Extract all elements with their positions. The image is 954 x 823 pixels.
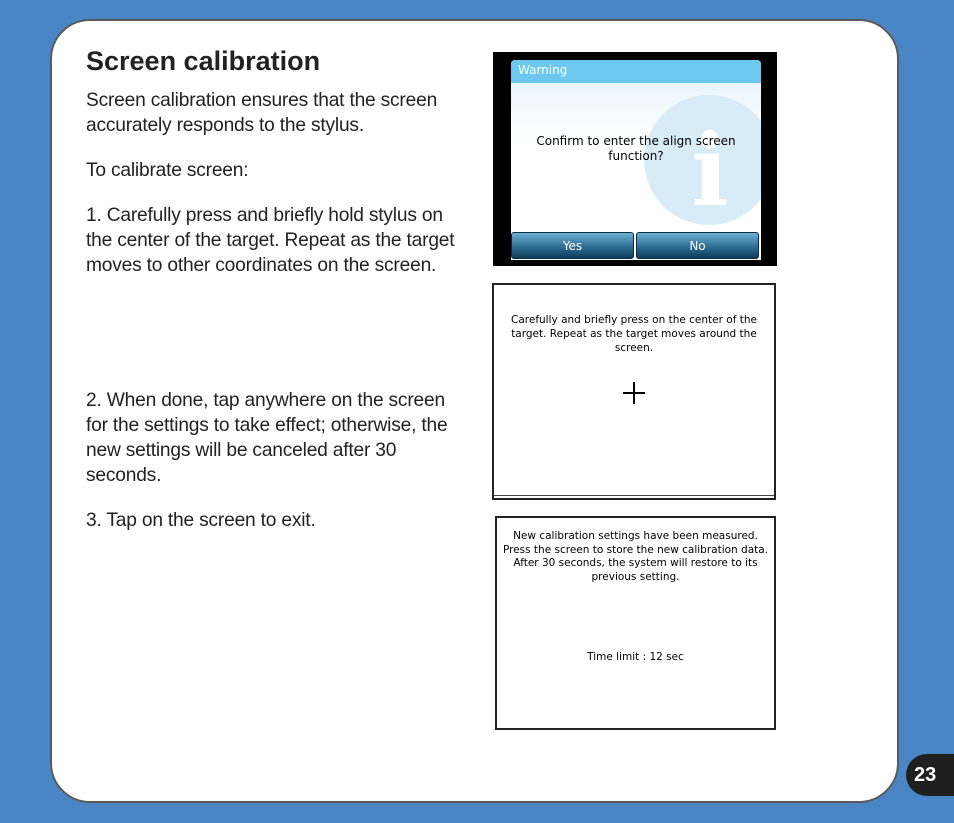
dialog-message: Confirm to enter the align screen function?	[536, 134, 736, 163]
target-instructions: Carefully and briefly press on the center of the target. Repeat as the target moves around the screen.	[511, 314, 757, 354]
crosshair-icon[interactable]	[623, 382, 645, 404]
measured-message: New calibration settings have been measured. Press the screen to store the new calibration data. After 30 seconds, the system will restore to its previous setting.	[502, 530, 769, 583]
intro-paragraph: Screen calibration ensures that the screen accurately responds to the stylus.	[86, 90, 438, 136]
crosshair-vertical	[633, 382, 635, 404]
step-2-paragraph: 2. When done, tap anywhere on the screen for the settings to take effect; otherwise, the new settings will be canceled after 30 seconds.	[86, 390, 448, 486]
info-icon-glyph: i	[691, 114, 729, 229]
step-1-paragraph: 1. Carefully press and briefly hold stylus on the center of the target. Repeat as the target moves to other coordinates on the screen.	[86, 205, 455, 276]
step-3-paragraph: 3. Tap on the screen to exit.	[86, 510, 316, 531]
to-calibrate-paragraph: To calibrate screen:	[86, 160, 249, 181]
no-button[interactable]: No	[636, 232, 759, 259]
time-limit: Time limit : 12 sec	[587, 651, 684, 663]
page-title: Screen calibration	[86, 46, 321, 76]
yes-button[interactable]: Yes	[511, 232, 634, 259]
target-screen[interactable]	[494, 285, 774, 496]
dialog-title: Warning	[511, 60, 761, 83]
measured-screenshot[interactable]	[495, 516, 776, 730]
warning-dialog	[511, 60, 761, 260]
warning-dialog-screenshot	[493, 52, 777, 266]
target-screenshot	[492, 283, 776, 500]
page-number: 23	[906, 754, 954, 796]
